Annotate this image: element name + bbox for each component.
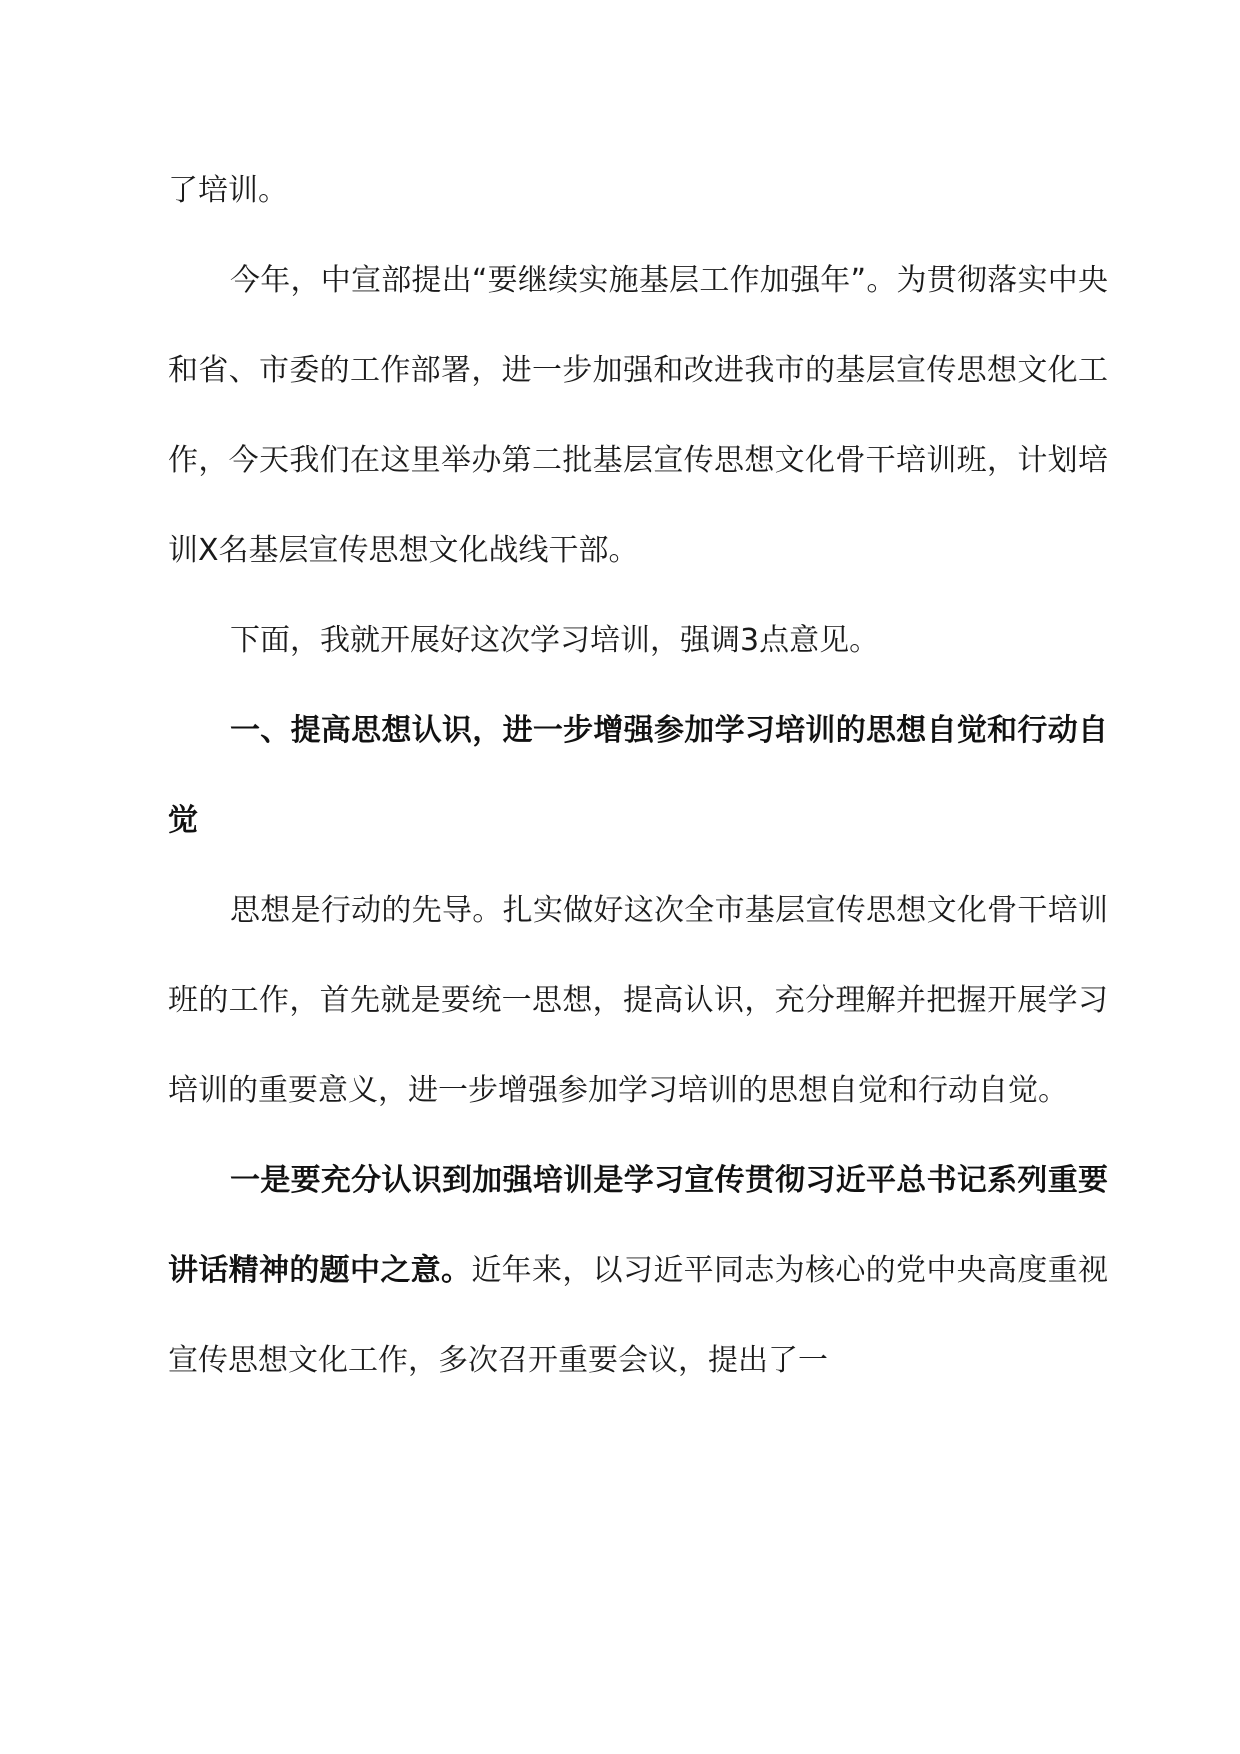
paragraph-continuation: 了培训。 <box>168 173 288 208</box>
section-heading-one: 一、提高思想认识，进一步增强参加学习培训的思想自觉和行动自觉 <box>168 713 1108 838</box>
document-body <box>168 146 1108 1406</box>
point-one-text: 近年来，以习近平同志为核心的党中央高度重视宣传思想文化工作，多次召开重要会议，提出了一 <box>168 1253 1109 1378</box>
point-one-lead: 一是要充分认识到加强培训是学习宣传贯彻习近平总书记系列重要讲话精神的题中之意。 <box>168 1163 1108 1288</box>
paragraph-outline: 下面，我就开展好这次学习培训，强调3点意见。 <box>230 623 880 658</box>
paragraph-intro: 今年，中宣部提出“要继续实施基层工作加强年”。为贯彻落实中央和省、市委的工作部署，进一步加强和改进我市的基层宣传思想文化工作，今天我们在这里举办第二批基层宣传思想文化骨干培训班，计划培训X名基层宣传思想文化战线干部。 <box>168 263 1108 568</box>
paragraph-section-one-body: 思想是行动的先导。扎实做好这次全市基层宣传思想文化骨干培训班的工作，首先就是要统一思想，提高认识，充分理解并把握开展学习培训的重要意义，进一步增强参加学习培训的思想自觉和行动自觉。 <box>168 893 1108 1108</box>
paragraph-point-one <box>168 1136 1108 1406</box>
